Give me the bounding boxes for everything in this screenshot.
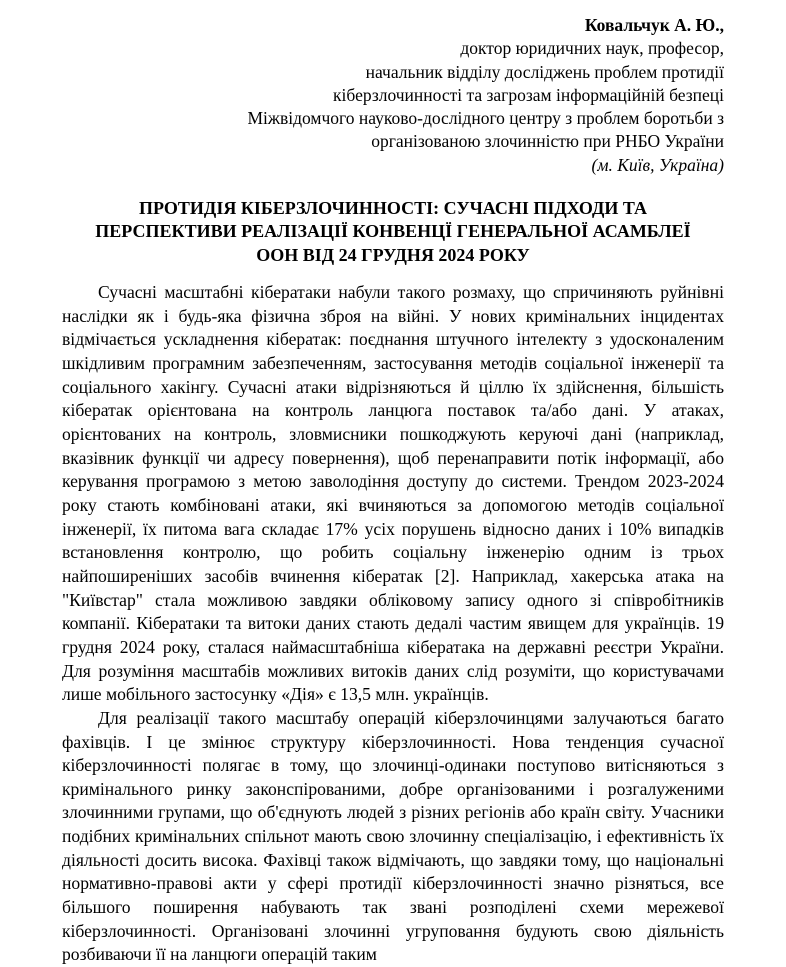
page-title-line-2: ПЕРСПЕКТИВИ РЕАЛІЗАЦІЇ КОНВЕНЦЇ ГЕНЕРАЛЬНОЇ АСАМБЛЕЇ [95, 221, 691, 242]
page-title-line-1: ПРОТИДІЯ КІБЕРЗЛОЧИННОСТІ: СУЧАСНІ ПІДХОДИ ТА [139, 197, 647, 218]
author-affiliation-line-3: кіберзлочинності та загрозам інформаційній безпеці [333, 84, 724, 105]
author-affiliation-line-4: Міжвідомчого науково-дослідного центру з проблем боротьби з [247, 108, 724, 129]
author-city: (м. Київ, Україна) [591, 154, 724, 175]
author-affiliation-line-5: організованою злочинністю при РНБО України [371, 131, 724, 152]
author-block [62, 14, 724, 177]
page-title [62, 197, 724, 267]
page-title-line-3: ООН ВІД 24 ГРУДНЯ 2024 РОКУ [256, 244, 530, 265]
author-name: Ковальчук А. Ю., [584, 15, 724, 35]
author-affiliation-line-1: доктор юридичних наук, професор, [460, 38, 724, 59]
body-paragraph-2: Для реалізації такого масштабу операцій кіберзлочинцями залучаються багато фахівців. І це змінює структуру кіберзлочинності. Нова тенденция сучасної кіберзлочинності полягає в тому, що злочинці-одинаки поступово витісняються з кримінального ринку законспірованими, добре організованими і розгалуженими злочинними групами, що об'єднують людей з різних регіонів або країн світу. Учасники подібних кримінальних спільнот мають свою злочинну спеціалізацію, і ефективність їх діяльності досить висока. Фахівці також відмічають, що завдяки тому, що національні нормативно-правові акти у сфері протидії кіберзлочинності значно різняться, все більшого поширення набувають так звані розподілені схеми мережевої кіберзлочинності. Організовані злочинні угруповання будують свою діяльність розбиваючи її на ланцюги операцій таким [62, 707, 724, 965]
author-affiliation-line-2: начальник відділу досліджень проблем протидії [365, 61, 724, 82]
body-paragraph-1: Сучасні масштабні кібератаки набули такого розмаху, що спричиняють руйнівні наслідки як і будь-яка фізична зброя на війні. У нових кримінальних інцидентах відмічається ускладнення кібератак: поєднання штучного інтелекту з удосконаленим шкідливим програмним забезпеченням, застосування методів соціальної інженерії та соціального хакінгу. Сучасні атаки відрізняються й ціллю їх здійснення, більшість кібератак орієнтована на контроль ланцюга поставок та/або дані. У атаках, орієнтованих на контроль, зловмисники пошкоджують керуючі дані (наприклад, вказівник функції чи адресу повернення), щоб перенаправити потік інформації, або керування програмою з метою заволодіння доступу до системи. Трендом 2023-2024 року стають комбіновані атаки, які вчиняються за допомогою методів соціальної інженерії, їх питома вага складає 17% усіх порушень відносно даних і 10% випадків встановлення контролю, що робить соціальну інженерію одним із трьох найпоширеніших засобів вчинення кібератак [2]. Наприклад, хакерська атака на "Київстар" стала можливою завдяки обліковому запису одного зі співробітників компанії. Кібератаки та витоки даних стають дедалі частим явищем для українців. 19 грудня 2024 року, сталася наймасштабніша кібератака на державні реєстри України. Для розуміння масштабів можливих витоків даних слід розуміти, що користувачами лише мобільного застосунку «Дія» є 13,5 млн. українців. [62, 282, 724, 705]
